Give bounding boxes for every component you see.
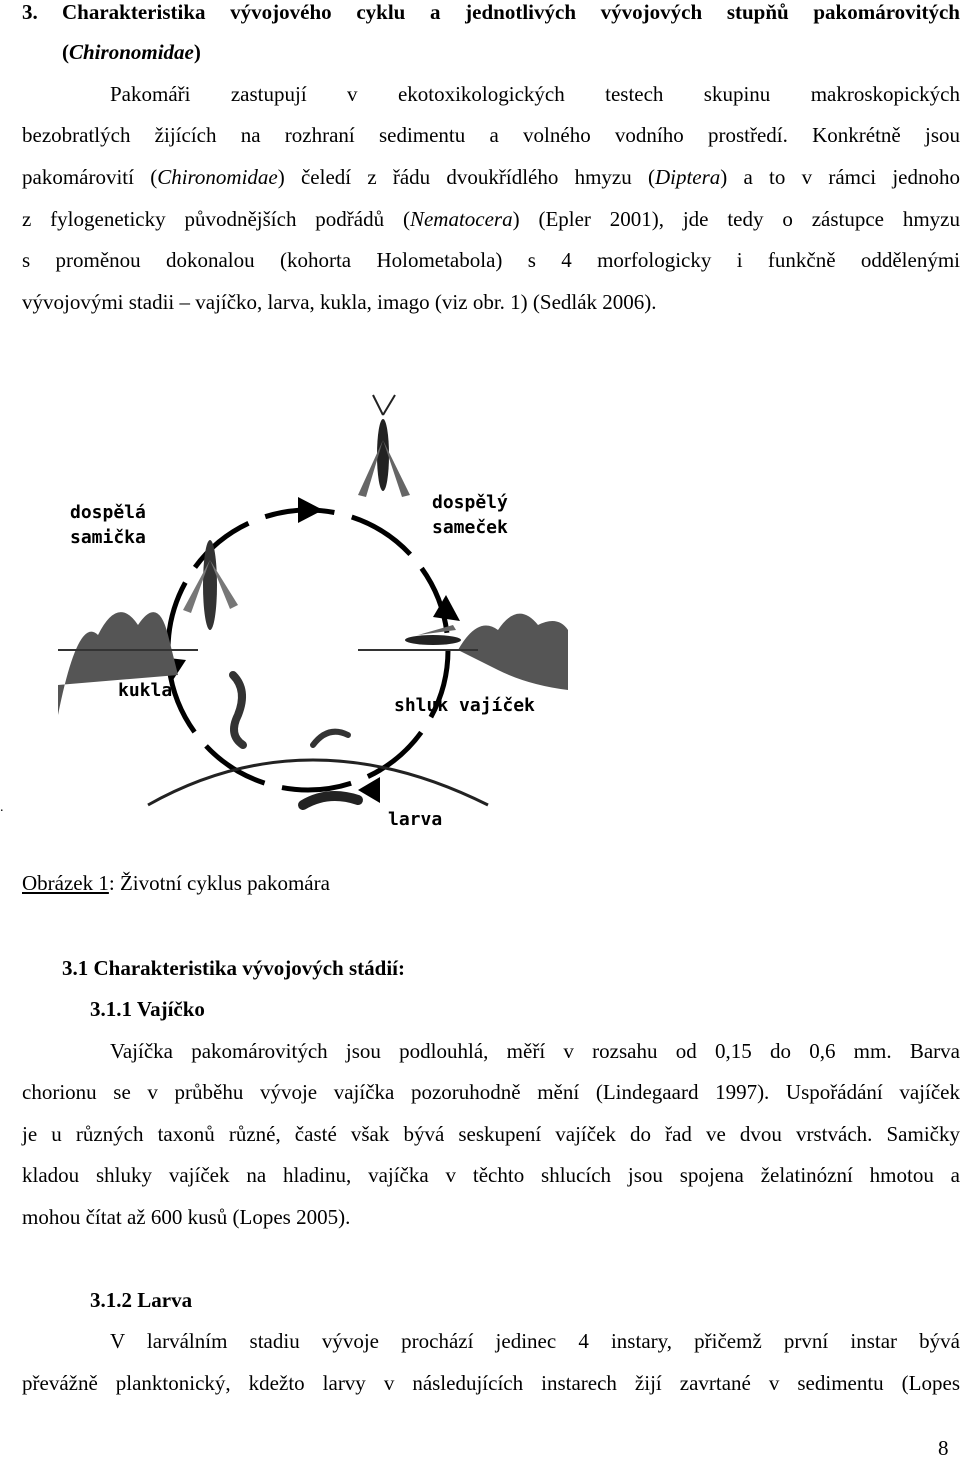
pupa-icon (233, 675, 243, 745)
larva-sediment-icon (303, 796, 358, 805)
label-egg-cluster: shluk vajíček (394, 695, 535, 716)
intro-line-2: bezobratlých žijících na rozhraní sedimentu a volného vodního prostředí. Konkrétně jsou (22, 123, 960, 147)
section-title-line2: (Chironomidae) (62, 40, 201, 64)
egg-line-3: je u různých taxonů různé, časté však bývá seskupení vajíček do řad ve dvou vrstvách. Samičky (22, 1122, 960, 1146)
adult-female-mosquito-icon (183, 540, 238, 630)
label-adult-female-1: dospělá (70, 502, 146, 523)
intro-line-1: Pakomáři zastupují v ekotoxikologických testech skupinu makroskopických (110, 82, 960, 106)
larva-line-1: V larválním stadiu vývoje prochází jedinec 4 instary, přičemž první instar bývá (110, 1329, 960, 1353)
larva-line-2: převážně planktonický, kdežto larvy v následujících instarech žijí zavrtané v sedimentu (Lopes (22, 1371, 960, 1395)
intro-line-5: s proměnou dokonalou (kohorta Holometabola) s 4 morfologicky i funkčně oddělenými (22, 248, 960, 272)
section-title: Charakteristika vývojového cyklu a jednotlivých vývojových stupňů pakomárovitých (62, 0, 960, 24)
adult-male-mosquito-icon (358, 395, 410, 497)
arrow-head-icon (298, 497, 323, 523)
egg-line-2: chorionu se v průběhu vývoje vajíčka pozoruhodně mění (Lindegaard 1997). Uspořádání vajíček (22, 1080, 960, 1104)
label-adult-male-2: sameček (432, 517, 508, 538)
subsection-title-egg: 3.1.1 Vajíčko (90, 997, 205, 1021)
page-number: 8 (938, 1436, 949, 1460)
life-cycle-figure (58, 385, 568, 845)
egg-laying-mosquito-icon (405, 625, 461, 645)
egg-line-5: mohou čítat až 600 kusů (Lopes 2005). (22, 1205, 351, 1229)
label-adult-male-1: dospělý (432, 492, 508, 513)
egg-line-4: kladou shluky vajíček na hladinu, vajíčka v těchto shlucích jsou spojena želatinózní hmotou a (22, 1163, 960, 1187)
subsection-title-larva: 3.1.2 Larva (90, 1288, 193, 1312)
intro-line-6: vývojovými stadii – vajíčko, larva, kukla, imago (viz obr. 1) (Sedlák 2006). (22, 290, 657, 314)
figure-dot: . (0, 800, 4, 815)
figure-caption: Obrázek 1: Životní cyklus pakomára (22, 871, 330, 895)
intro-line-3: pakomárovití (Chironomidae) čeledí z řádu dvoukřídlého hmyzu (Diptera) a to v rámci jednoho (22, 165, 960, 189)
egg-line-1: Vajíčka pakomárovitých jsou podlouhlá, měří v rozsahu od 0,15 do 0,6 mm. Barva (110, 1039, 960, 1063)
label-adult-female-2: samička (70, 527, 146, 548)
section-number: 3. (22, 0, 38, 24)
larva-swimming-icon (313, 732, 348, 745)
label-pupa: kukla (118, 680, 173, 701)
life-cycle-diagram (58, 385, 568, 845)
label-larva: larva (388, 809, 443, 830)
subsection-title: 3.1 Charakteristika vývojových stádií: (62, 956, 405, 980)
intro-line-4: z fylogeneticky původnějších podřádů (Nematocera) (Epler 2001), jde tedy o zástupce hmyzu (22, 207, 960, 231)
grass-right-icon (458, 614, 568, 690)
